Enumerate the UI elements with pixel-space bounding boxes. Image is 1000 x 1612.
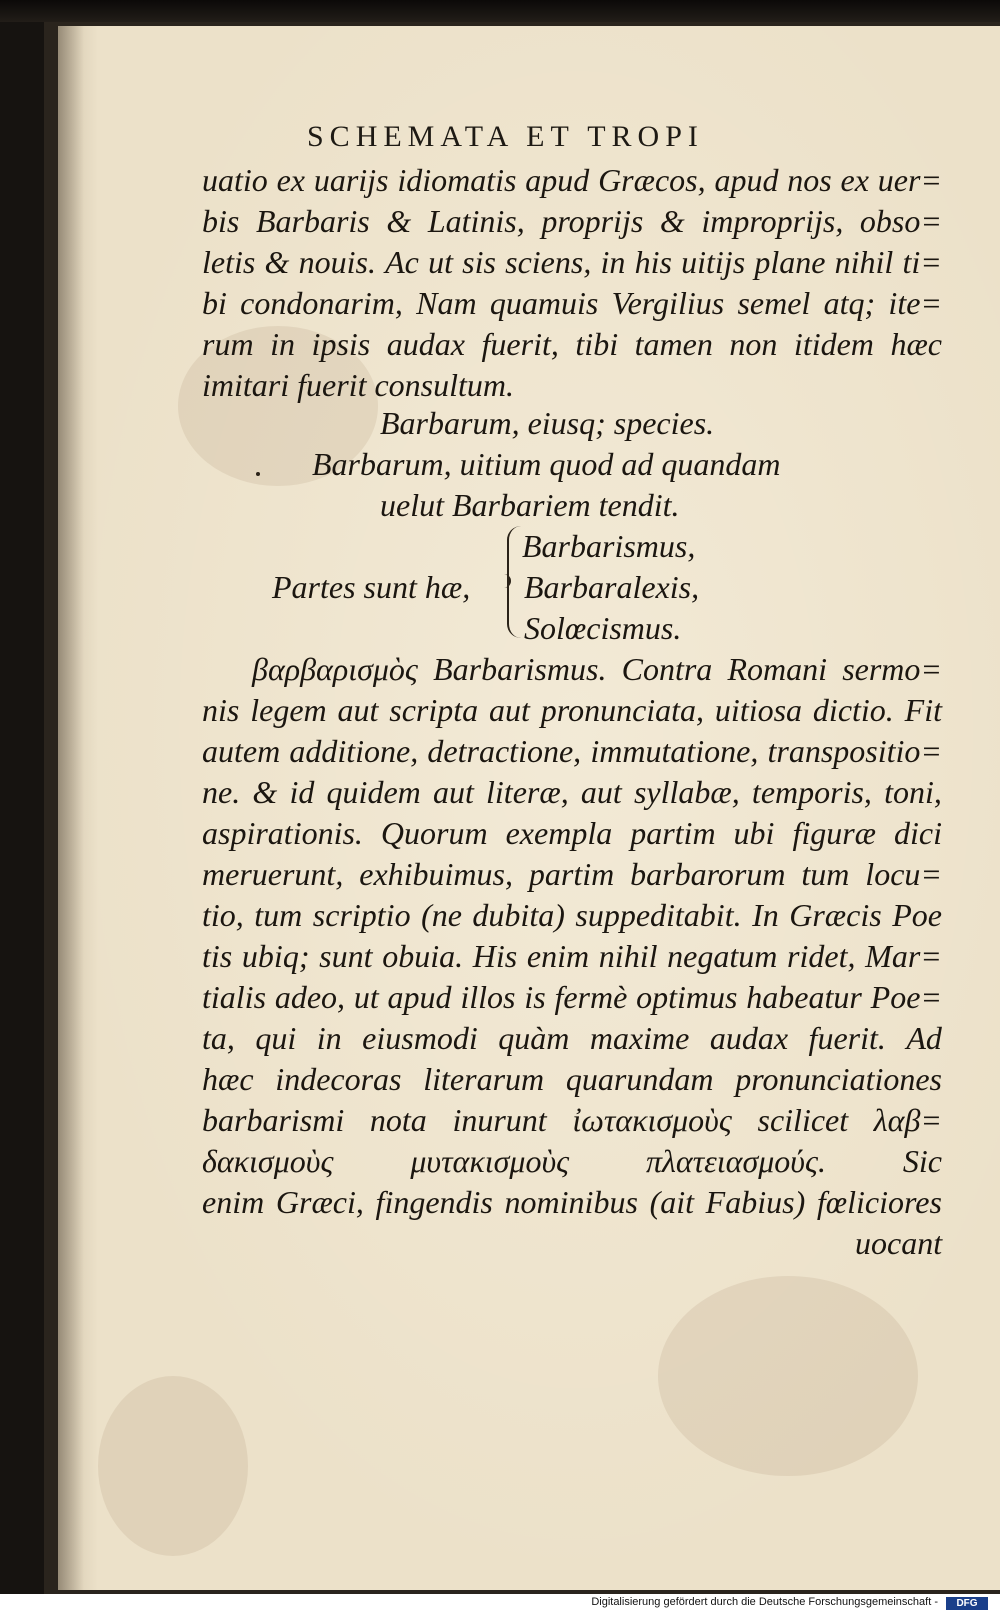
definition-line: Barbarum, uitium quod ad quandam <box>312 446 781 482</box>
text-line: tis ubiq; sunt obuia. His enim nihil negatum ridet, Mar= <box>202 938 942 974</box>
partes-label: Partes sunt hæ, <box>272 569 471 605</box>
footer-credit: Digitalisierung gefördert durch die Deutsche Forschungsgemeinschaft - <box>591 1596 938 1608</box>
section-heading: Barbarum, eiusq; species. <box>380 405 715 441</box>
text-line: enim Græci, fingendis nominibus (ait Fabius) fœliciores <box>202 1184 942 1220</box>
text-line: letis & nouis. Ac ut sis sciens, in his uitijs plane nihil ti= <box>202 244 942 280</box>
partes-item: Barbarismus, <box>522 528 696 564</box>
text-line: imitari fuerit consultum. <box>202 367 514 403</box>
text-line: tio, tum scriptio (ne dubita) suppeditabit. In Græcis Poe <box>202 897 942 933</box>
catchword: uocant <box>855 1225 943 1261</box>
text-line: βαρβαρισμὸς Barbarismus. Contra Romani sermo= <box>252 651 942 687</box>
text-line: meruerunt, exhibuimus, partim barbarorum tum locu= <box>202 856 942 892</box>
definition-line: uelut Barbariem tendit. <box>380 487 680 523</box>
page-gutter <box>58 26 84 1590</box>
partes-item: Solœcismus. <box>524 610 682 646</box>
paper-stain <box>98 1376 248 1556</box>
paper-stain <box>658 1276 918 1476</box>
scan-top-edge <box>0 0 1000 22</box>
text-line: tialis adeo, ut apud illos is fermè optimus habeatur Poe= <box>202 979 942 1015</box>
text-line: δακισμοὺς μυτακισμοὺς πλατειασμούς. Sic <box>202 1143 942 1179</box>
text-line: uatio ex uarijs idiomatis apud Græcos, apud nos ex uer= <box>202 162 942 198</box>
text-line: nis legem aut scripta aut pronunciata, uitiosa dictio. Fit <box>202 692 942 728</box>
text-line: bi condonarim, Nam quamuis Vergilius semel atq; ite= <box>202 285 942 321</box>
text-line: bis Barbaris & Latinis, proprijs & improprijs, obso= <box>202 203 942 239</box>
text-line: ta, qui in eiusmodi quàm maxime audax fuerit. Ad <box>202 1020 942 1056</box>
text-line: autem additione, detractione, immutatione, transpositio= <box>202 733 942 769</box>
text-line: barbarismi nota inurunt ἰωτακισμοὺς scilicet λαβ= <box>202 1102 942 1138</box>
text-line: hæc indecoras literarum quarundam pronunciationes <box>202 1061 942 1097</box>
running-head: SCHEMATA ET TROPI <box>307 120 704 153</box>
text-line: ne. & id quidem aut literæ, aut syllabæ, temporis, toni, <box>202 774 942 810</box>
dfg-logo: DFG <box>946 1597 988 1610</box>
text-line: aspirationis. Quorum exempla partim ubi figuræ dici <box>202 815 942 851</box>
partes-item: Barbaralexis, <box>524 569 700 605</box>
text-line: rum in ipsis audax fuerit, tibi tamen non itidem hæc <box>202 326 942 362</box>
ink-dot <box>256 472 260 476</box>
